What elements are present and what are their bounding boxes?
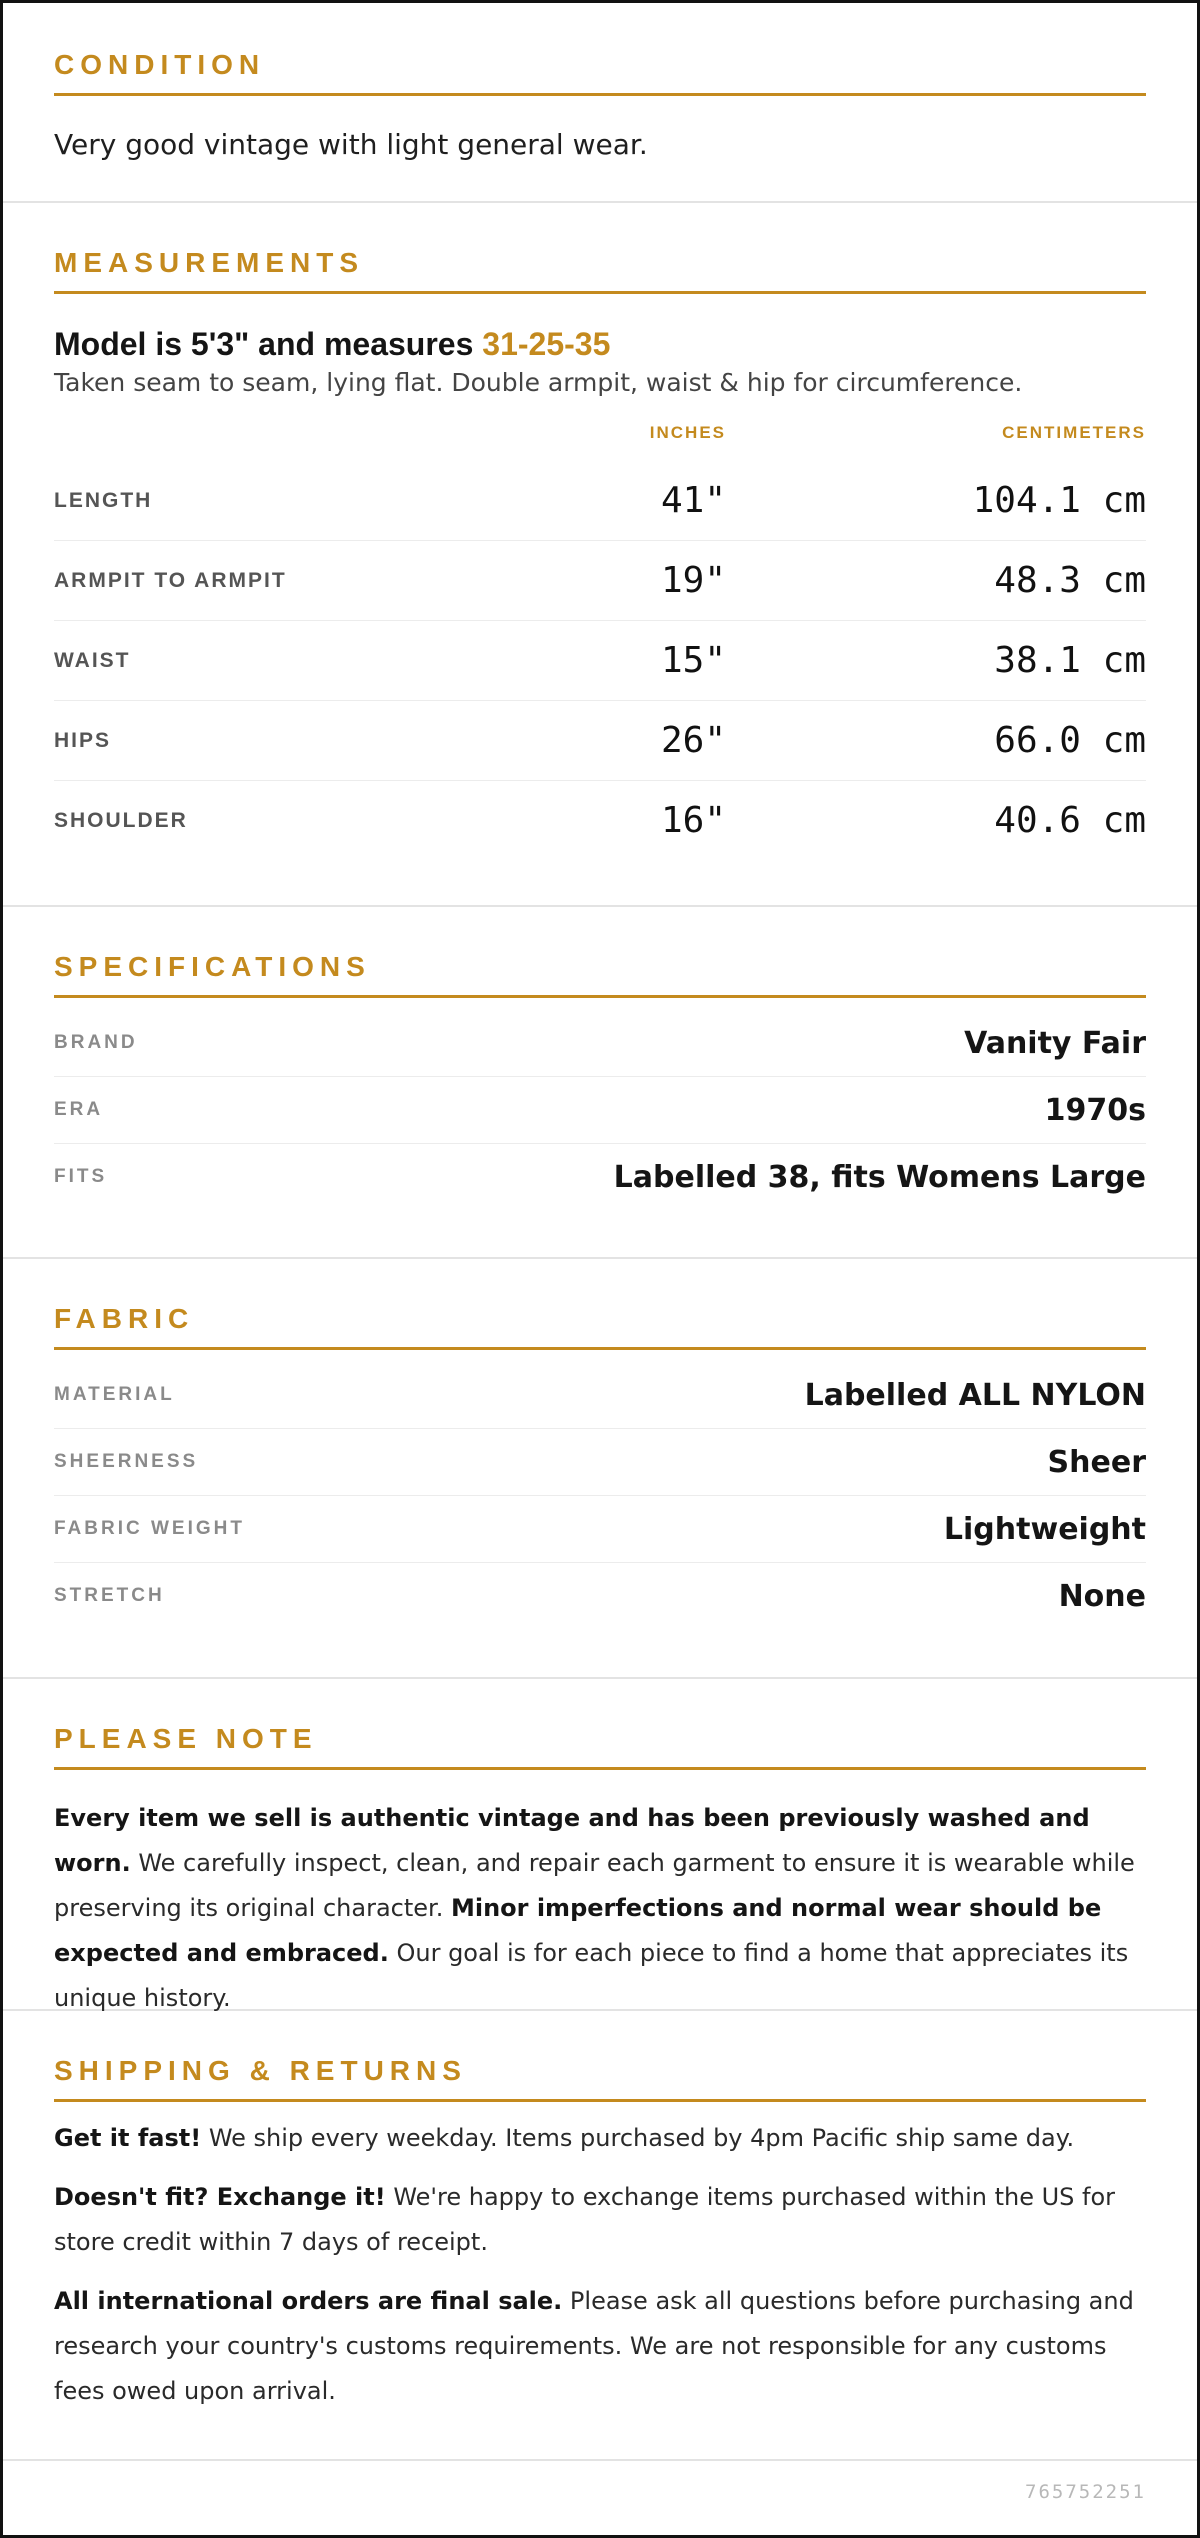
fabric-row: [54, 1496, 1146, 1563]
centimeters-column-header: CENTIMETERS: [1002, 423, 1146, 442]
measurement-row: [54, 781, 1146, 860]
please-note-section: [3, 1679, 1197, 2011]
measurements-subtitle: Taken seam to seam, lying flat. Double armpit, waist & hip for circumference.: [54, 368, 1023, 397]
measurement-row: [54, 701, 1146, 781]
spec-key: BRAND: [54, 1032, 138, 1053]
spec-row: [54, 1077, 1146, 1144]
spec-row: [54, 1010, 1146, 1077]
measurement-inches: 19": [660, 560, 726, 601]
spec-value: Vanity Fair: [964, 1025, 1146, 1061]
inches-column-header: INCHES: [649, 423, 726, 442]
shipping-paragraph: [54, 2116, 1146, 2161]
measurement-inches: 41": [660, 480, 726, 521]
measurement-inches: 26": [660, 720, 726, 761]
spec-key: ERA: [54, 1099, 104, 1120]
model-measures-value: 31-25-35: [482, 326, 611, 362]
measurement-cm: 48.3 cm: [994, 560, 1146, 601]
measurement-inches: 16": [660, 800, 726, 841]
fabric-value: None: [1058, 1578, 1146, 1614]
condition-section: [3, 3, 1197, 203]
exchange-bold: Doesn't fit? Exchange it!: [54, 2183, 386, 2211]
measurement-label: LENGTH: [54, 488, 153, 512]
measurement-cm: 66.0 cm: [994, 720, 1146, 761]
exchange-text: We're happy to exchange items purchased within the US for store credit within 7 days of receipt.: [54, 2183, 1116, 2256]
condition-text: Very good vintage with light general wear.: [54, 128, 648, 161]
please-note-text: [54, 1796, 1146, 2021]
note-text-2: Our goal is for each piece to find a home that appreciates its unique history.: [54, 1939, 1129, 2012]
measurement-cm: 38.1 cm: [994, 640, 1146, 681]
measurement-cm: 104.1 cm: [972, 480, 1146, 521]
footer: [3, 2461, 1197, 2535]
please-note-heading: PLEASE NOTE: [54, 1721, 1146, 1770]
measurements-section: [3, 203, 1197, 907]
measurement-cm: 40.6 cm: [994, 800, 1146, 841]
fabric-section: [3, 1259, 1197, 1679]
measurements-table: [54, 461, 1146, 860]
shipping-returns-heading: SHIPPING & RETURNS: [54, 2053, 1146, 2102]
shipping-bold: Get it fast!: [54, 2124, 202, 2152]
shipping-returns-section: [3, 2011, 1197, 2461]
model-measures-text: Model is 5'3" and measures: [54, 326, 483, 362]
measurement-inches: 15": [660, 640, 726, 681]
fabric-row: [54, 1429, 1146, 1496]
spec-value: 1970s: [1044, 1092, 1146, 1128]
shipping-text: We ship every weekday. Items purchased by 4pm Pacific ship same day.: [201, 2124, 1075, 2152]
fabric-row: [54, 1362, 1146, 1429]
note-text-1: We carefully inspect, clean, and repair each garment to ensure it is wearable while preserving its original character.: [54, 1849, 1135, 1922]
note-bold-1: Every item we sell is authentic vintage and has been previously washed and worn.: [54, 1804, 1090, 1877]
fabric-value: Lightweight: [943, 1511, 1146, 1547]
measurement-row: [54, 541, 1146, 621]
measurements-column-headers: [54, 423, 1146, 447]
measurement-label: ARMPIT TO ARMPIT: [54, 568, 287, 592]
measurement-row: [54, 621, 1146, 701]
spec-key: FITS: [54, 1166, 108, 1187]
international-bold: All international orders are final sale.: [54, 2287, 563, 2315]
fabric-key: MATERIAL: [54, 1384, 175, 1405]
fabric-row: [54, 1563, 1146, 1629]
fabric-value: Labelled ALL NYLON: [804, 1377, 1146, 1413]
item-id: 765752251: [1025, 2481, 1146, 2503]
exchange-paragraph: [54, 2175, 1146, 2265]
fabric-value: Sheer: [1047, 1444, 1146, 1480]
specifications-section: [3, 907, 1197, 1259]
condition-heading: CONDITION: [54, 47, 1146, 96]
fabric-key: STRETCH: [54, 1585, 165, 1606]
fabric-list: [54, 1362, 1146, 1629]
spec-row: [54, 1144, 1146, 1210]
fabric-key: SHEERNESS: [54, 1451, 199, 1472]
measurement-label: SHOULDER: [54, 808, 188, 832]
note-bold-2: Minor imperfections and normal wear should be expected and embraced.: [54, 1894, 1102, 1967]
fabric-key: FABRIC WEIGHT: [54, 1518, 245, 1539]
measurement-label: HIPS: [54, 728, 112, 752]
international-text: Please ask all questions before purchasing and research your country's customs requirements. We are not responsible for any customs fees owed upon arrival.: [54, 2287, 1134, 2405]
fabric-heading: FABRIC: [54, 1301, 1146, 1350]
specifications-heading: SPECIFICATIONS: [54, 949, 1146, 998]
model-measures: [54, 324, 1146, 364]
measurements-heading: MEASUREMENTS: [54, 245, 1146, 294]
international-paragraph: [54, 2279, 1146, 2414]
spec-value: Labelled 38, fits Womens Large: [613, 1159, 1146, 1195]
measurement-label: WAIST: [54, 648, 131, 672]
measurement-row: [54, 461, 1146, 541]
specifications-list: [54, 1010, 1146, 1210]
